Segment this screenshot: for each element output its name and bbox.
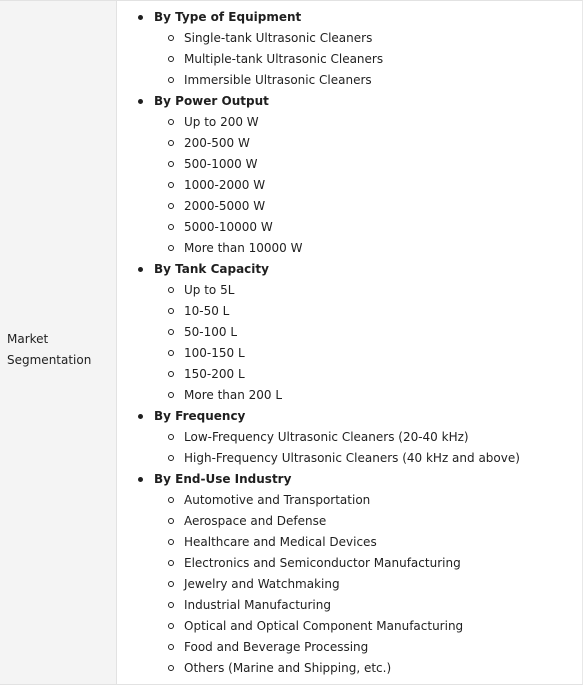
segment-item-text: 5000-10000 W: [184, 220, 273, 234]
segment-item-text: Jewelry and Watchmaking: [184, 577, 340, 591]
segment-item: [118, 280, 582, 301]
segment-item: [118, 112, 582, 133]
segment-item-text: Up to 5L: [184, 283, 235, 297]
circle-bullet-icon: [168, 287, 174, 293]
circle-bullet-icon: [168, 245, 174, 251]
segment-item: [118, 175, 582, 196]
segment-item-text: Electronics and Semiconductor Manufacturing: [184, 556, 461, 570]
segment-item-text: More than 10000 W: [184, 241, 303, 255]
segment-heading: [118, 469, 582, 490]
segment-item: [118, 196, 582, 217]
segment-item: [118, 343, 582, 364]
segment-item-text: 150-200 L: [184, 367, 245, 381]
circle-bullet-icon: [168, 539, 174, 545]
circle-bullet-icon: [168, 665, 174, 671]
segment-item: [118, 616, 582, 637]
circle-bullet-icon: [168, 308, 174, 314]
segment-item-text: Immersible Ultrasonic Cleaners: [184, 73, 372, 87]
segment-item: [118, 133, 582, 154]
circle-bullet-icon: [168, 203, 174, 209]
segment-heading-text: By Type of Equipment: [154, 10, 302, 24]
segment-item: [118, 637, 582, 658]
segment-item: [118, 385, 582, 406]
segment-item-text: Optical and Optical Component Manufacturing: [184, 619, 464, 633]
row-label-cell: [0, 1, 117, 684]
row-label: [7, 329, 115, 371]
segment-item-text: 1000-2000 W: [184, 178, 266, 192]
segment-heading: [118, 406, 582, 427]
segment-item: [118, 427, 582, 448]
segment-item-text: More than 200 L: [184, 388, 283, 402]
circle-bullet-icon: [168, 644, 174, 650]
circle-bullet-icon: [168, 434, 174, 440]
segment-item-text: 50-100 L: [184, 325, 238, 339]
segment-heading: [118, 259, 582, 280]
circle-bullet-icon: [168, 602, 174, 608]
circle-bullet-icon: [168, 455, 174, 461]
segment-item-text: Multiple-tank Ultrasonic Cleaners: [184, 52, 384, 66]
segment-item-text: Others (Marine and Shipping, etc.): [184, 661, 392, 675]
segment-item-text: Automotive and Transportation: [184, 493, 371, 507]
segment-power-output: [118, 91, 582, 259]
segment-item-text: 2000-5000 W: [184, 199, 266, 213]
circle-bullet-icon: [168, 224, 174, 230]
circle-bullet-icon: [168, 140, 174, 146]
segment-heading-text: By Power Output: [154, 94, 269, 108]
segment-item-text: High-Frequency Ultrasonic Cleaners (40 kHz and above): [184, 451, 520, 465]
segment-item-text: Industrial Manufacturing: [184, 598, 331, 612]
segment-item: [118, 28, 582, 49]
segment-item: [118, 532, 582, 553]
segment-item-text: 500-1000 W: [184, 157, 258, 171]
segment-item: [118, 553, 582, 574]
segment-item-text: Healthcare and Medical Devices: [184, 535, 377, 549]
segment-heading: [118, 7, 582, 28]
segment-item: [118, 658, 582, 679]
circle-bullet-icon: [168, 518, 174, 524]
segment-item: [118, 490, 582, 511]
circle-bullet-icon: [168, 161, 174, 167]
circle-bullet-icon: [168, 182, 174, 188]
segment-end-use-industry: [118, 469, 582, 679]
bullet-icon: [138, 414, 143, 419]
segment-item: [118, 301, 582, 322]
segment-heading-text: By Frequency: [154, 409, 246, 423]
bullet-icon: [138, 15, 143, 20]
row-label-line: Market: [7, 332, 49, 346]
segment-item-text: 200-500 W: [184, 136, 250, 150]
segments-cell: [118, 1, 582, 684]
circle-bullet-icon: [168, 329, 174, 335]
segment-type-of-equipment: [118, 7, 582, 91]
segment-item: [118, 364, 582, 385]
segment-heading-text: By End-Use Industry: [154, 472, 292, 486]
segment-item-text: Aerospace and Defense: [184, 514, 327, 528]
segment-item: [118, 217, 582, 238]
segment-item: [118, 70, 582, 91]
circle-bullet-icon: [168, 350, 174, 356]
segment-tank-capacity: [118, 259, 582, 406]
circle-bullet-icon: [168, 119, 174, 125]
segment-item: [118, 595, 582, 616]
circle-bullet-icon: [168, 371, 174, 377]
circle-bullet-icon: [168, 497, 174, 503]
circle-bullet-icon: [168, 623, 174, 629]
segment-item-text: Low-Frequency Ultrasonic Cleaners (20-40 kHz): [184, 430, 469, 444]
segment-item-text: 10-50 L: [184, 304, 230, 318]
segment-item-text: Up to 200 W: [184, 115, 259, 129]
bullet-icon: [138, 477, 143, 482]
circle-bullet-icon: [168, 560, 174, 566]
segment-item: [118, 238, 582, 259]
segment-item: [118, 49, 582, 70]
segment-item: [118, 154, 582, 175]
circle-bullet-icon: [168, 581, 174, 587]
segment-frequency: [118, 406, 582, 469]
segment-item: [118, 511, 582, 532]
circle-bullet-icon: [168, 392, 174, 398]
segment-item-text: Food and Beverage Processing: [184, 640, 369, 654]
row-label-line: Segmentation: [7, 353, 92, 367]
segment-item: [118, 322, 582, 343]
circle-bullet-icon: [168, 77, 174, 83]
segment-heading: [118, 91, 582, 112]
bullet-icon: [138, 267, 143, 272]
segment-item-text: Single-tank Ultrasonic Cleaners: [184, 31, 373, 45]
segment-item: [118, 574, 582, 595]
segment-item-text: 100-150 L: [184, 346, 245, 360]
circle-bullet-icon: [168, 35, 174, 41]
circle-bullet-icon: [168, 56, 174, 62]
bullet-icon: [138, 99, 143, 104]
segment-heading-text: By Tank Capacity: [154, 262, 269, 276]
segment-item: [118, 448, 582, 469]
